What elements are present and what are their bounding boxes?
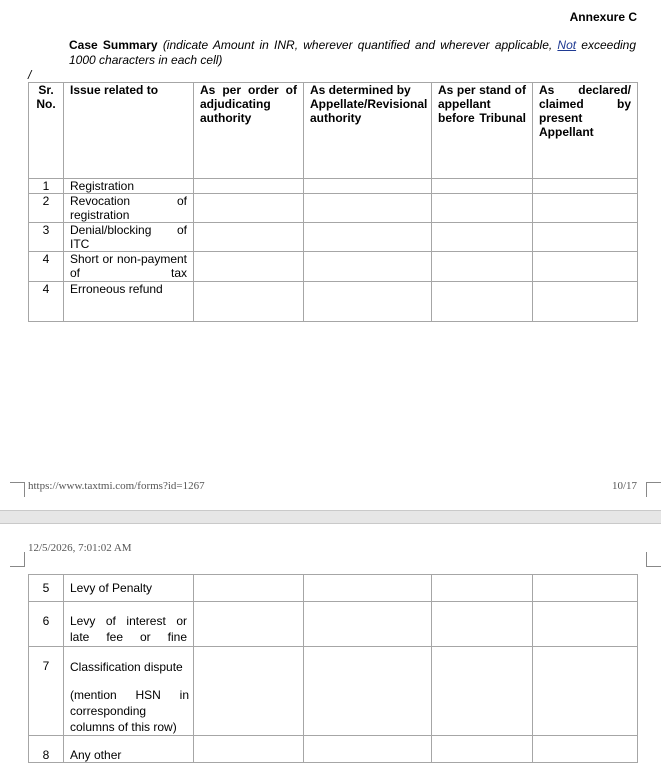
cell[interactable] (533, 194, 638, 223)
table-header-row (29, 83, 638, 179)
cell[interactable] (304, 736, 432, 763)
cell[interactable] (194, 647, 304, 736)
row-sr: 3 (29, 223, 64, 252)
cell[interactable] (432, 252, 533, 282)
summary-note-2: exceeding 1000 characters in each cell) (69, 38, 637, 67)
row-sr: 1 (29, 179, 64, 194)
cell[interactable] (194, 602, 304, 647)
page-separator (0, 510, 661, 524)
cell[interactable] (533, 602, 638, 647)
crop-mark (646, 482, 661, 497)
table-row (29, 252, 638, 282)
table-row (29, 282, 638, 322)
table-row (29, 736, 638, 763)
case-summary-heading (69, 38, 636, 68)
row-issue: Any other (64, 736, 194, 763)
cell[interactable] (533, 223, 638, 252)
crop-mark (10, 482, 25, 497)
text-cursor: / (28, 68, 32, 82)
table-row (29, 575, 638, 602)
cell[interactable] (432, 736, 533, 763)
cell[interactable] (194, 252, 304, 282)
print-timestamp: 12/5/2026, 7:01:02 AM (28, 542, 132, 554)
case-summary-table (28, 82, 638, 322)
cell[interactable] (194, 179, 304, 194)
cell[interactable] (432, 194, 533, 223)
header-issue: Issue related to (64, 83, 194, 179)
header-appellate: As determined by Appellate/Revisional authority (304, 83, 432, 179)
cell[interactable] (194, 575, 304, 602)
cell[interactable] (304, 602, 432, 647)
cell[interactable] (304, 647, 432, 736)
row-issue: Registration (64, 179, 194, 194)
row-sr: 8 (29, 736, 64, 763)
row-issue: Short or non-payment of tax (64, 252, 194, 282)
cell[interactable] (194, 736, 304, 763)
cell[interactable] (533, 252, 638, 282)
crop-mark (10, 552, 25, 567)
cell[interactable] (533, 575, 638, 602)
cell[interactable] (533, 179, 638, 194)
row-sr: 6 (29, 602, 64, 647)
summary-not: Not (557, 38, 577, 52)
header-appellant-stand: As per stand of appellant before Tribunal (432, 83, 533, 179)
cell[interactable] (304, 194, 432, 223)
cell[interactable] (432, 223, 533, 252)
header-adjudicating: As per order of adjudicating authority (194, 83, 304, 179)
cell[interactable] (432, 575, 533, 602)
row-note: (mention HSN in corresponding columns of this row) (70, 688, 189, 734)
row-sr: 4 (29, 252, 64, 282)
cell[interactable] (533, 736, 638, 763)
cell[interactable] (304, 179, 432, 194)
row-issue: Levy of interest or late fee or fine (64, 602, 194, 647)
summary-title: Case Summary (69, 38, 158, 52)
table-row (29, 647, 638, 736)
summary-note-1: (indicate Amount in INR, wherever quantified and wherever applicable, (162, 38, 558, 52)
header-sr-no: Sr. No. (29, 83, 64, 179)
row-issue: Erroneous refund (64, 282, 194, 322)
footer-url: https://www.taxtmi.com/forms?id=1267 (28, 480, 205, 492)
cell[interactable] (432, 602, 533, 647)
cell[interactable] (304, 252, 432, 282)
row-issue: Classification dispute (70, 660, 183, 674)
cell[interactable] (304, 223, 432, 252)
cell[interactable] (533, 282, 638, 322)
case-summary-table-continued (28, 574, 638, 763)
cell[interactable] (304, 282, 432, 322)
row-issue: Levy of Penalty (64, 575, 194, 602)
row-issue: Revocation of registration (64, 194, 194, 223)
row-sr: 2 (29, 194, 64, 223)
cell[interactable] (194, 223, 304, 252)
table-row (29, 223, 638, 252)
cell[interactable] (432, 647, 533, 736)
page-number: 10/17 (611, 480, 637, 492)
row-issue: Denial/blocking of ITC (64, 223, 194, 252)
cell[interactable] (194, 194, 304, 223)
row-sr: 7 (29, 647, 64, 736)
crop-mark (646, 552, 661, 567)
cell[interactable] (304, 575, 432, 602)
row-sr: 5 (29, 575, 64, 602)
table-row (29, 194, 638, 223)
row-issue-cell (64, 647, 194, 736)
row-sr: 4 (29, 282, 64, 322)
cell[interactable] (432, 179, 533, 194)
annexure-label: Annexure C (569, 10, 637, 24)
table-row (29, 179, 638, 194)
cell[interactable] (432, 282, 533, 322)
header-declared: As declared/ claimed by present Appellant (533, 83, 638, 179)
table-row (29, 602, 638, 647)
cell[interactable] (533, 647, 638, 736)
cell[interactable] (194, 282, 304, 322)
